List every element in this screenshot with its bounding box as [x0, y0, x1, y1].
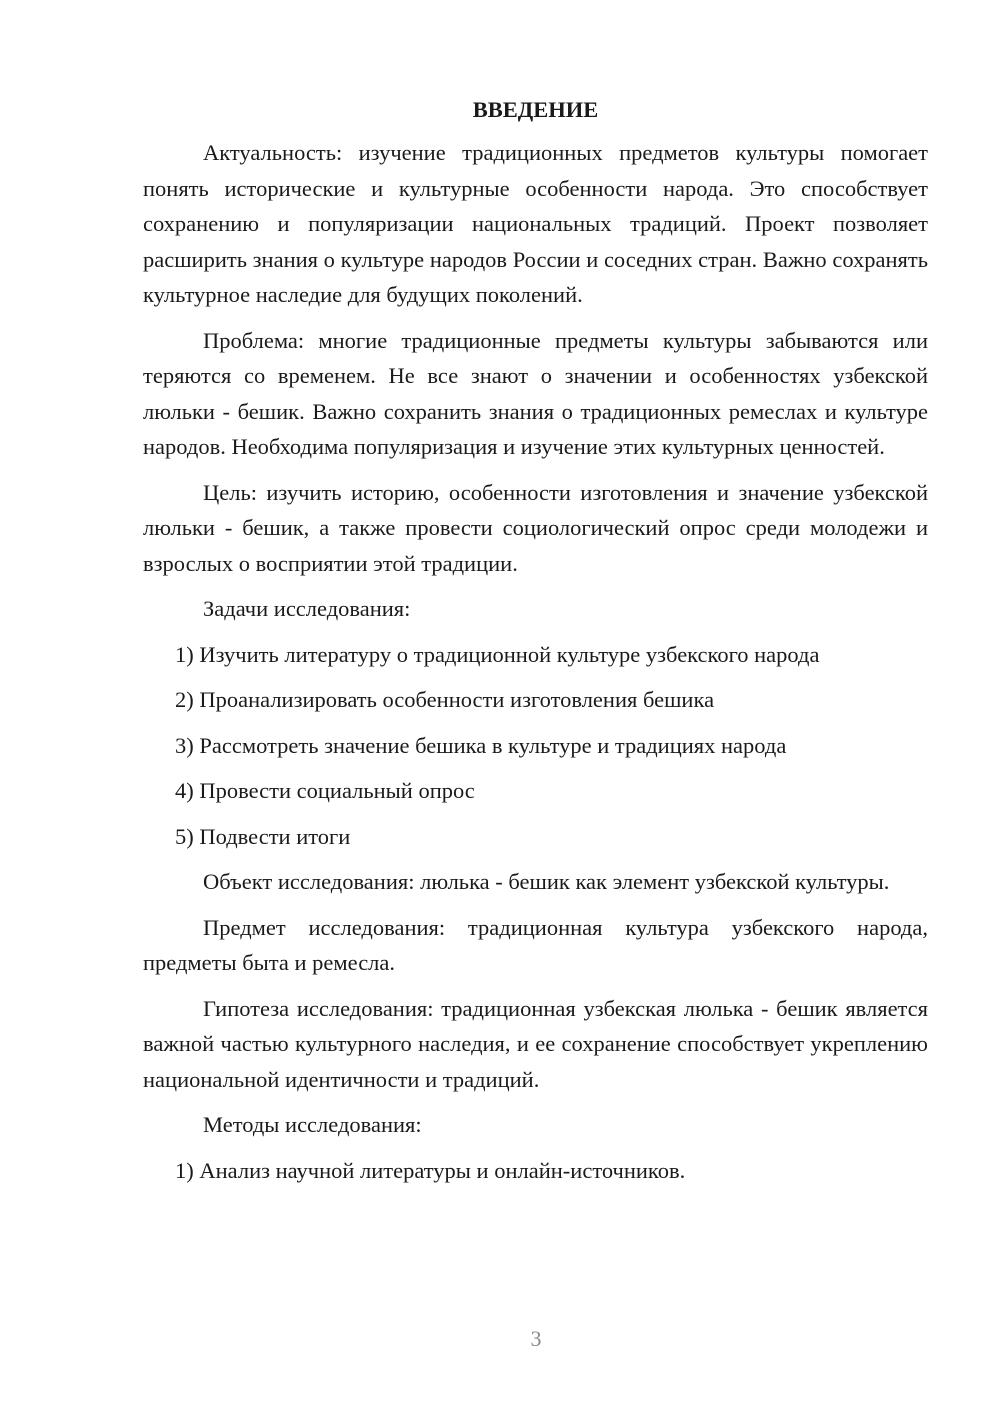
relevance-paragraph: Актуальность: изучение традиционных предметов культуры помогает понять исторические и культурные особенности народа. Это способствует сохранению и популяризации национальных традиций. Проект позволяет расширить знания о культуре народов России и соседних стран. Важно сохранять культурное наследие для будущих поколений.: [143, 140, 928, 307]
page-number: 3: [530, 1326, 542, 1351]
hypothesis-paragraph: Гипотеза исследования: традиционная узбекская люлька - бешик является важной частью культурного наследия, и ее сохранение способствует укреплению национальной идентичности и традиций.: [143, 995, 928, 1092]
method-item: 1) Анализ научной литературы и онлайн-источников.: [175, 1157, 686, 1183]
object-paragraph: Объект исследования: люлька - бешик как элемент узбекской культуры.: [203, 869, 890, 894]
task-item: 4) Провести социальный опрос: [175, 778, 475, 803]
task-item: 5) Подвести итоги: [175, 823, 351, 849]
goal-paragraph: Цель: изучить историю, особенности изготовления и значение узбекской люльки - бешик, а также провести социологический опрос среди молодежи и взрослых о восприятии этой традиции.: [143, 479, 928, 576]
task-item: 2) Проанализировать особенности изготовления бешика: [175, 687, 715, 712]
tasks-heading: Задачи исследования:: [203, 596, 411, 621]
task-item: 1) Изучить литературу о традиционной культуре узбекского народа: [175, 641, 820, 667]
problem-paragraph: Проблема: многие традиционные предметы культуры забываются или теряются со временем. Не все знают о значении и особенностях узбекской люльки - бешик. Важно сохранить знания о традиционных ремеслах и культуре народов. Необходима популяризация и изучение этих культурных ценностей.: [143, 327, 928, 459]
methods-heading: Методы исследования:: [203, 1112, 422, 1137]
page-content: [143, 92, 928, 1198]
page-title: ВВЕДЕНИЕ: [472, 97, 599, 122]
subject-paragraph: Предмет исследования: традиционная культура узбекского народа, предметы быта и ремесла.: [143, 914, 928, 975]
task-item: 3) Рассмотреть значение бешика в культуре и традициях народа: [175, 732, 787, 758]
